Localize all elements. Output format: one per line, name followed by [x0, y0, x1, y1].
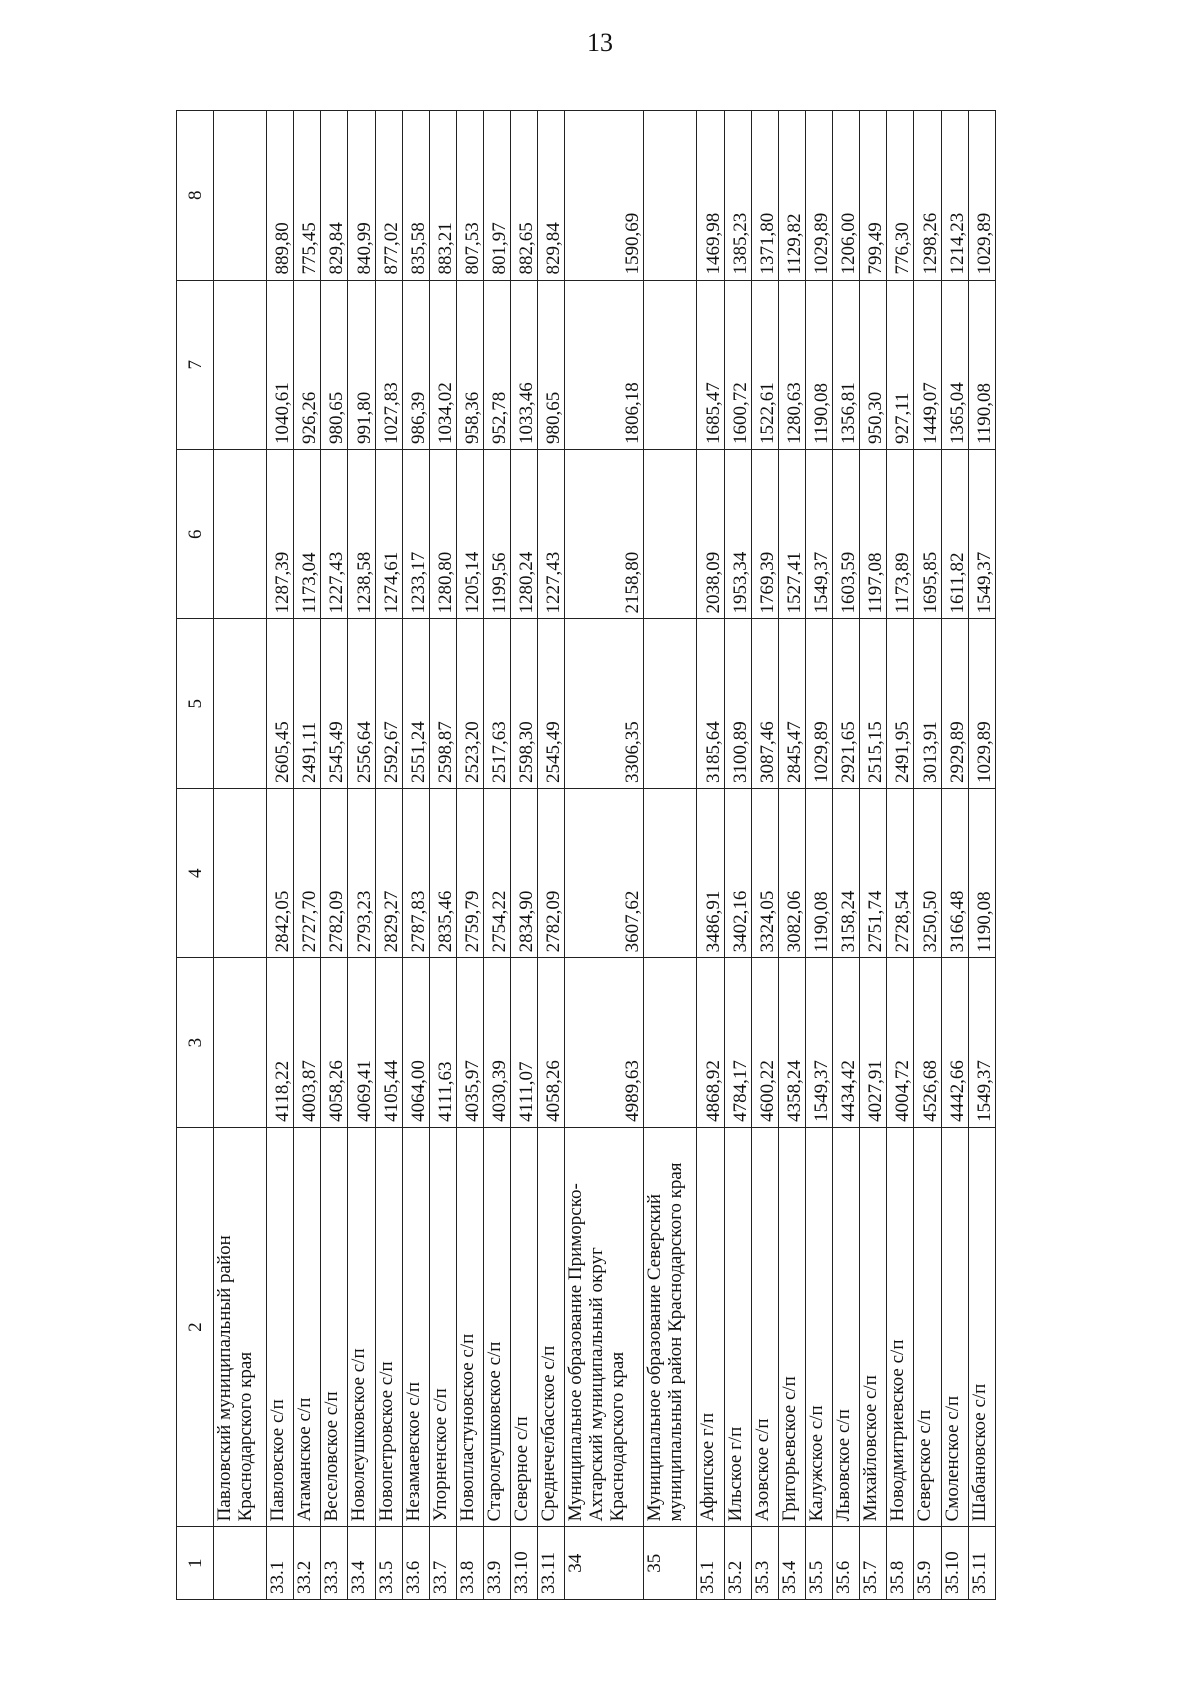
row-name: Муниципальное образование Северский муниципальный район Краснодарского края	[644, 1127, 697, 1526]
row-value	[214, 788, 267, 957]
table-row	[751, 111, 778, 1600]
row-value: 4030,39	[484, 958, 511, 1127]
row-value: 1611,82	[941, 450, 968, 619]
row-value: 1385,23	[724, 111, 751, 281]
row-name: Смоленское с/п	[941, 1127, 968, 1526]
table-row	[348, 111, 375, 1600]
row-value: 2598,30	[511, 619, 538, 788]
table-group-row	[644, 111, 697, 1600]
row-value: 927,11	[887, 280, 914, 449]
row-code: 35.4	[778, 1527, 805, 1600]
tariff-table	[176, 110, 996, 1600]
row-value: 4064,00	[402, 958, 429, 1127]
row-value: 1469,98	[697, 111, 724, 281]
row-value: 1287,39	[267, 450, 294, 619]
row-value: 1238,58	[348, 450, 375, 619]
row-value: 952,78	[484, 280, 511, 449]
row-value: 807,53	[456, 111, 483, 281]
rotated-table-content	[176, 110, 996, 1600]
table-row	[860, 111, 887, 1600]
row-value: 1173,89	[887, 450, 914, 619]
row-value: 1769,39	[751, 450, 778, 619]
table-row	[267, 111, 294, 1600]
row-value: 3185,64	[697, 619, 724, 788]
row-value: 1590,69	[565, 111, 644, 281]
table-row	[968, 111, 995, 1600]
row-value: 882,65	[511, 111, 538, 281]
row-value: 1190,08	[805, 280, 832, 449]
row-value: 1173,04	[294, 450, 321, 619]
table-body	[214, 111, 996, 1600]
row-value: 2829,27	[375, 788, 402, 957]
row-value: 1600,72	[724, 280, 751, 449]
row-value	[644, 111, 697, 281]
row-value: 1029,89	[805, 619, 832, 788]
row-value: 4003,87	[294, 958, 321, 1127]
row-value: 2727,70	[294, 788, 321, 957]
row-code: 33.6	[402, 1527, 429, 1600]
row-value: 2835,46	[429, 788, 456, 957]
row-value	[214, 450, 267, 619]
row-name: Новопластуновское с/п	[456, 1127, 483, 1526]
row-value: 1206,00	[833, 111, 860, 281]
row-value: 829,84	[538, 111, 565, 281]
row-name: Павловский муниципальный район Краснодарского края	[214, 1127, 267, 1526]
row-value: 4118,22	[267, 958, 294, 1127]
column-header: 1	[177, 1527, 214, 1600]
row-name: Веселовское с/п	[321, 1127, 348, 1526]
rotated-table-area	[176, 110, 996, 1600]
row-name: Павловское с/п	[267, 1127, 294, 1526]
row-value: 1549,37	[968, 958, 995, 1127]
row-value: 835,58	[402, 111, 429, 281]
row-value: 1227,43	[321, 450, 348, 619]
row-value: 2158,80	[565, 450, 644, 619]
row-value: 2782,09	[538, 788, 565, 957]
row-value: 799,49	[860, 111, 887, 281]
table-row	[511, 111, 538, 1600]
row-value: 2759,79	[456, 788, 483, 957]
row-value: 4069,41	[348, 958, 375, 1127]
row-value: 883,21	[429, 111, 456, 281]
row-value: 4058,26	[321, 958, 348, 1127]
row-code: 35.1	[697, 1527, 724, 1600]
row-value: 3087,46	[751, 619, 778, 788]
row-value: 2523,20	[456, 619, 483, 788]
row-value: 1205,14	[456, 450, 483, 619]
row-code: 35	[644, 1527, 697, 1600]
row-value: 1298,26	[914, 111, 941, 281]
row-value: 775,45	[294, 111, 321, 281]
row-value: 776,30	[887, 111, 914, 281]
row-value: 1371,80	[751, 111, 778, 281]
row-value: 1197,08	[860, 450, 887, 619]
row-value: 4358,24	[778, 958, 805, 1127]
row-value: 4784,17	[724, 958, 751, 1127]
row-value: 2592,67	[375, 619, 402, 788]
row-value: 3486,91	[697, 788, 724, 957]
row-name: Новопетровское с/п	[375, 1127, 402, 1526]
row-code: 35.2	[724, 1527, 751, 1600]
row-value: 2929,89	[941, 619, 968, 788]
row-value: 2556,64	[348, 619, 375, 788]
row-value: 1029,89	[968, 619, 995, 788]
row-value: 4004,72	[887, 958, 914, 1127]
row-value: 2598,87	[429, 619, 456, 788]
table-row	[941, 111, 968, 1600]
row-code: 33.11	[538, 1527, 565, 1600]
row-value: 1365,04	[941, 280, 968, 449]
row-code: 35.11	[968, 1527, 995, 1600]
row-value: 801,97	[484, 111, 511, 281]
row-value: 1280,80	[429, 450, 456, 619]
row-code: 33.5	[375, 1527, 402, 1600]
row-value: 4442,66	[941, 958, 968, 1127]
column-header: 7	[177, 280, 214, 449]
row-value: 1129,82	[778, 111, 805, 281]
row-value: 4058,26	[538, 958, 565, 1127]
row-value: 2517,63	[484, 619, 511, 788]
row-value: 4027,91	[860, 958, 887, 1127]
row-value: 1233,17	[402, 450, 429, 619]
row-code: 35.5	[805, 1527, 832, 1600]
row-value: 889,80	[267, 111, 294, 281]
row-value: 1027,83	[375, 280, 402, 449]
row-name: Азовское с/п	[751, 1127, 778, 1526]
table-row	[914, 111, 941, 1600]
row-value: 1199,56	[484, 450, 511, 619]
row-value: 3324,05	[751, 788, 778, 957]
row-code	[214, 1527, 267, 1600]
row-value: 4600,22	[751, 958, 778, 1127]
row-value	[644, 450, 697, 619]
page-number: 13	[587, 28, 613, 57]
table-row	[484, 111, 511, 1600]
row-value: 1549,37	[805, 958, 832, 1127]
row-value: 1280,63	[778, 280, 805, 449]
column-header: 6	[177, 450, 214, 619]
row-name: Северское с/п	[914, 1127, 941, 1526]
row-name: Афипское г/п	[697, 1127, 724, 1526]
row-value: 2834,90	[511, 788, 538, 957]
row-name: Ильское г/п	[724, 1127, 751, 1526]
row-value: 3100,89	[724, 619, 751, 788]
row-name: Новолеушковское с/п	[348, 1127, 375, 1526]
row-code: 33.4	[348, 1527, 375, 1600]
row-value: 2728,54	[887, 788, 914, 957]
table-row	[429, 111, 456, 1600]
table-row	[724, 111, 751, 1600]
table-row	[697, 111, 724, 1600]
row-value: 829,84	[321, 111, 348, 281]
row-value: 4035,97	[456, 958, 483, 1127]
row-value: 840,99	[348, 111, 375, 281]
row-value: 1449,07	[914, 280, 941, 449]
row-value: 2782,09	[321, 788, 348, 957]
row-value: 958,36	[456, 280, 483, 449]
row-code: 35.8	[887, 1527, 914, 1600]
table-group-row	[565, 111, 644, 1600]
row-value: 950,30	[860, 280, 887, 449]
row-value: 1214,23	[941, 111, 968, 281]
row-value	[644, 788, 697, 957]
table-row	[456, 111, 483, 1600]
table-row	[805, 111, 832, 1600]
row-value: 1685,47	[697, 280, 724, 449]
row-value: 1356,81	[833, 280, 860, 449]
row-value: 1280,24	[511, 450, 538, 619]
row-value: 3082,06	[778, 788, 805, 957]
row-value: 1953,34	[724, 450, 751, 619]
row-value: 877,02	[375, 111, 402, 281]
row-value: 2491,11	[294, 619, 321, 788]
row-name: Северное с/п	[511, 1127, 538, 1526]
row-value: 3402,16	[724, 788, 751, 957]
table-row	[833, 111, 860, 1600]
table-row	[294, 111, 321, 1600]
row-code: 33.10	[511, 1527, 538, 1600]
row-value: 1603,59	[833, 450, 860, 619]
row-code: 33.7	[429, 1527, 456, 1600]
row-value: 2787,83	[402, 788, 429, 957]
row-value: 3306,35	[565, 619, 644, 788]
row-value	[214, 280, 267, 449]
row-value: 2921,65	[833, 619, 860, 788]
row-value: 3158,24	[833, 788, 860, 957]
row-name: Шабановское с/п	[968, 1127, 995, 1526]
row-value: 1040,61	[267, 280, 294, 449]
row-value: 2491,95	[887, 619, 914, 788]
table-row	[778, 111, 805, 1600]
row-value: 3166,48	[941, 788, 968, 957]
table-row	[538, 111, 565, 1600]
row-value: 4868,92	[697, 958, 724, 1127]
row-code: 33.3	[321, 1527, 348, 1600]
row-name: Незамаевское с/п	[402, 1127, 429, 1526]
table-header-row	[177, 111, 214, 1600]
table-group-row	[214, 111, 267, 1600]
row-name: Новодмитриевское с/п	[887, 1127, 914, 1526]
row-value	[214, 619, 267, 788]
row-value: 986,39	[402, 280, 429, 449]
column-header: 4	[177, 788, 214, 957]
row-code: 33.8	[456, 1527, 483, 1600]
row-value: 3607,62	[565, 788, 644, 957]
row-code: 33.1	[267, 1527, 294, 1600]
row-value: 1029,89	[968, 111, 995, 281]
row-value: 2754,22	[484, 788, 511, 957]
column-header: 8	[177, 111, 214, 281]
row-value: 1695,85	[914, 450, 941, 619]
row-value	[214, 958, 267, 1127]
row-name: Среднечелбасское с/п	[538, 1127, 565, 1526]
row-value: 926,26	[294, 280, 321, 449]
row-name: Атаманское с/п	[294, 1127, 321, 1526]
column-header: 3	[177, 958, 214, 1127]
row-value: 2545,49	[538, 619, 565, 788]
row-value: 1190,08	[968, 788, 995, 957]
row-value: 1806,18	[565, 280, 644, 449]
row-value: 991,80	[348, 280, 375, 449]
column-header: 5	[177, 619, 214, 788]
row-value: 1274,61	[375, 450, 402, 619]
row-code: 33.2	[294, 1527, 321, 1600]
row-code: 35.3	[751, 1527, 778, 1600]
row-name: Упорненское с/п	[429, 1127, 456, 1526]
row-name: Старолеушковское с/п	[484, 1127, 511, 1526]
row-value: 1034,02	[429, 280, 456, 449]
row-value: 1190,08	[805, 788, 832, 957]
table-row	[887, 111, 914, 1600]
row-name: Калужское с/п	[805, 1127, 832, 1526]
row-value: 2515,15	[860, 619, 887, 788]
row-value: 1190,08	[968, 280, 995, 449]
row-value: 4526,68	[914, 958, 941, 1127]
row-value	[644, 619, 697, 788]
row-value: 1033,46	[511, 280, 538, 449]
row-value: 4111,63	[429, 958, 456, 1127]
row-value: 2551,24	[402, 619, 429, 788]
row-code: 35.9	[914, 1527, 941, 1600]
table-row	[375, 111, 402, 1600]
row-value: 1527,41	[778, 450, 805, 619]
row-value: 1549,37	[805, 450, 832, 619]
row-code: 35.7	[860, 1527, 887, 1600]
row-value	[644, 280, 697, 449]
table-row	[321, 111, 348, 1600]
row-value: 2545,49	[321, 619, 348, 788]
row-code: 35.10	[941, 1527, 968, 1600]
row-name: Муниципальное образование Приморско-Ахтарский муниципальный округ Краснодарского края	[565, 1127, 644, 1526]
row-value: 2793,23	[348, 788, 375, 957]
row-value: 1549,37	[968, 450, 995, 619]
row-value: 980,65	[538, 280, 565, 449]
row-value: 3250,50	[914, 788, 941, 957]
row-value: 2605,45	[267, 619, 294, 788]
row-value	[644, 958, 697, 1127]
row-value: 1029,89	[805, 111, 832, 281]
row-code: 34	[565, 1527, 644, 1600]
table-row	[402, 111, 429, 1600]
row-name: Григорьевское с/п	[778, 1127, 805, 1526]
row-value: 4111,07	[511, 958, 538, 1127]
row-value: 2751,74	[860, 788, 887, 957]
row-value: 3013,91	[914, 619, 941, 788]
row-value: 1522,61	[751, 280, 778, 449]
row-code: 35.6	[833, 1527, 860, 1600]
row-value: 2038,09	[697, 450, 724, 619]
row-code: 33.9	[484, 1527, 511, 1600]
row-value: 980,65	[321, 280, 348, 449]
row-value: 2842,05	[267, 788, 294, 957]
row-name: Львовское с/п	[833, 1127, 860, 1526]
row-value	[214, 111, 267, 281]
column-header: 2	[177, 1127, 214, 1526]
row-value: 4434,42	[833, 958, 860, 1127]
row-value: 2845,47	[778, 619, 805, 788]
row-value: 4105,44	[375, 958, 402, 1127]
row-name: Михайловское с/п	[860, 1127, 887, 1526]
row-value: 1227,43	[538, 450, 565, 619]
row-value: 4989,63	[565, 958, 644, 1127]
